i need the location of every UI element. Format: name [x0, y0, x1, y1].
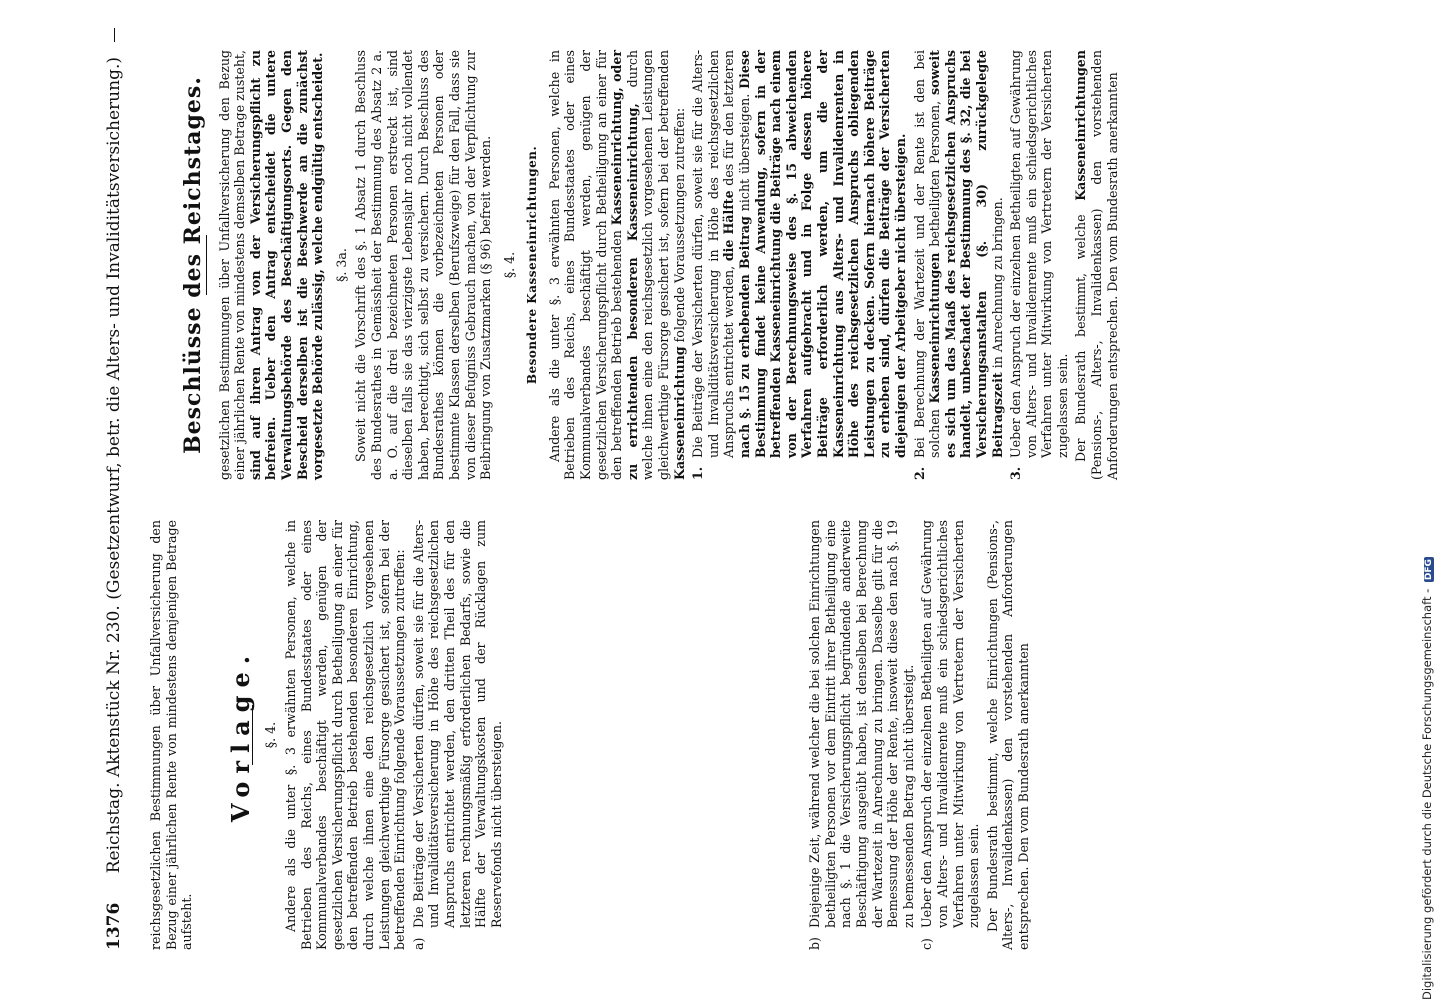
item1-bold-2: nach §. 15 zu erhebenden Beitrag	[737, 216, 752, 458]
spacer	[597, 520, 607, 950]
beschluesse-item-1	[690, 50, 908, 480]
item2-bold: Kasseneinrichtungen	[927, 252, 943, 404]
spacer	[757, 520, 767, 950]
spacer	[617, 520, 627, 950]
p5-text: Der Bundesrath bestimmt, welche	[1073, 214, 1089, 462]
item-text-a: Die Beiträge der Versicherten dürfen, soweit sie für die Alters- und Invaliditätsversicherung in Höhe des reichsgesetzlichen Anspruchs entrichtet werden, den dritten Theil des für den letzteren rechnungsmäßig erforderlichen Bedarfs, sowie die Hälfte der Verwaltungskosten und der Rücklagen zum Reservefonds nicht übersteigen.	[410, 520, 504, 928]
item-label-b: b)	[807, 937, 823, 950]
spacer	[677, 520, 687, 950]
page-content	[48, 10, 1438, 1000]
spacer	[667, 520, 677, 950]
spacer	[607, 520, 617, 950]
section-4-title: §. 4.	[501, 251, 517, 279]
item2-bold-2: soweit es sich um das Maaß des reichsgesetzlichen Anspruchs handelt, unbeschadet der Bestimmung des §. 32,	[927, 50, 974, 458]
credit-text: Digitalisierung gefördert durch die Deutsche Forschungsgemeinschaft -	[1420, 588, 1434, 1000]
item2-mid: betheiligten Personen,	[927, 100, 943, 247]
beschluesse-intro	[217, 50, 326, 480]
spacer	[527, 520, 537, 950]
section-4-subheading: Besondere Kasseneinrichtungen.	[525, 145, 540, 385]
item2-end: in Anrechnung zu bringen.	[989, 197, 1005, 369]
p4-end: durch welche ihnen eine den reichsgesetzlich vorgesehenen Leistungen gleichwerthige Fürsorge gesichert ist, sofern bei der betreffenden	[624, 50, 672, 480]
spacer	[687, 520, 697, 950]
beschluesse-paragraph-5	[1073, 50, 1120, 480]
p4-end-2: folgende Voraussetzungen zutreffen:	[671, 107, 687, 343]
item-label-a: a)	[410, 937, 426, 950]
spacer	[627, 520, 637, 950]
spacer	[717, 520, 727, 950]
vorlage-heading: Vorlage.	[225, 647, 255, 823]
vorlage-item-c	[919, 520, 981, 950]
section-3a-title: §. 3a.	[333, 248, 349, 282]
dfg-logo-icon: DFG	[1424, 559, 1434, 581]
item-label-1: 1.	[690, 466, 706, 480]
item3-text: Ueber den Anspruch der einzelnen Betheiligten auf Gewährung von Alters- und Invalidenrente muß ein schiedsgerichtliches Verfahren unter Mitwirkung von Vertretern der Versicherten zugelassen sein.	[1008, 50, 1070, 458]
p4-text: Andere als die unter §. 3 erwähnten Personen, welche in Betrieben des Reichs, eines Bundesstaates oder eines Kommunalverbandes beschäftigt werden, genügen der gesetzlichen Versicherungspflicht durch Betheiligung an einer für den betreffenden Betrieb bestehenden	[546, 50, 625, 480]
spacer	[647, 520, 657, 950]
vorlage-paragraph-2: Der Bundesrath bestimmt, welche Einrichtungen (Pensions-, Alters-, Invalidenkassen) den vorstehenden Anforderungen entsprechen. Den vom Bundesrath anerkannten	[984, 520, 1031, 950]
spacer	[777, 520, 787, 950]
intro-text: gesetzlichen Bestimmungen über Unfallversicherung den Bezug einer jährlichen Rente von mindestens demselben Betrage zusteht,	[216, 50, 248, 480]
vorlage-intro: reichsgesetzlichen Bestimmungen über Unfallversicherung den Bezug einer jährlichen Rente von mindestens demjenigen Betrage aufsteht.	[148, 520, 195, 950]
page-header	[104, 57, 134, 950]
item-label-2: 2.	[911, 466, 927, 480]
rotated-document-page	[48, 10, 1438, 1000]
item-label-3: 3.	[1008, 466, 1024, 480]
vorlage-item-a	[411, 520, 505, 950]
vorlage-item-b	[807, 520, 916, 950]
item-label-c: c)	[919, 938, 935, 950]
spacer	[517, 520, 527, 950]
p5-bold: Kasseneinrichtungen	[1073, 50, 1089, 201]
beschluesse-item-3	[1008, 50, 1070, 480]
p5-end: (Pensions-, Alters-, Invalidenkassen) den vorstehenden Anforderungen entsprechen. Den vom Bundesrath anerkannten	[1089, 50, 1120, 480]
running-title: Reichstag. Aktenstück Nr. 230. (Gesetzentwurf, betr. die Alters- und Invaliditätsversicherung.)	[104, 57, 124, 874]
p4-bold: Kasseneinrichtung, oder zu errichtenden besonderen Kasseneinrichtung,	[609, 50, 640, 480]
spacer	[697, 520, 707, 950]
intro-bold-text: sind auf ihren Antrag von der Versicherungspflicht zu befreien. Ueber den Antrag entscheidet die untere Verwaltungsbehörde des Beschäftigungsorts. Gegen den Bescheid derselben ist die Beschwerde an die zunächst vorgesetzte Behörde zulässig, welche endgültig entscheidet.	[247, 50, 326, 480]
spacer	[567, 520, 577, 950]
spacer	[657, 520, 667, 950]
spacer	[747, 520, 757, 950]
beschluesse-item-2	[912, 50, 1006, 480]
spacer	[737, 520, 747, 950]
spacer	[557, 520, 567, 950]
section-3a-paragraph: Soweit nicht die Vorschrift des §. 1 Absatz 1 durch Beschluss des Bundesrathes in Gemässheit der Bestimmung des Absatz 2 a. a. O. auf die drei bezeichneten Personen erstreckt ist, sind dieselben falls sie das vierzigste Lebensjahr noch nicht vollendet haben, berechtigt, sich selbst zu versichern. Durch Beschluss des Bundesrathes können die vorbezeichneten Personen oder bestimmte Klassen derselben (Berufszweige) für den Fall, dass sie von dieser Befugniss Gebrauch machen, von der Verpflichtung zur Beibringung von Zusatzmarken (§ 96) befreit werden.	[353, 50, 494, 480]
item1-bold-3: Diese Bestimmung findet keine Anwendung, sofern in der betreffenden Kasseneinrichtung die Beiträge nach einem von der Berechnungsweise des §. 15 abweichenden Verfahren aufgebracht und in Folge dessen höhere Beiträge erforderlich werden, um die der Kasseneinrichtung aus Alters- und Invalidenrenten in Höhe des reichsgesetzlichen Anspruchs obliegenden Leistungen zu decken. Sofern hiernach höhere Beiträge zu erheben sind, dürfen die Beiträge der Versicherten diejenigen der Arbeitgeber nicht übersteigen.	[737, 50, 908, 458]
item1-text: Die Beiträge der Versicherten dürfen, soweit sie für die Alters- und Invaliditätsversicherung in Höhe des reichsgesetzlichen Anspruchs entrichtet werden,	[690, 50, 737, 458]
section-4-paragraph	[547, 50, 687, 480]
spacer	[537, 520, 547, 950]
p4-bold-2: Kasseneinrichtung	[671, 346, 687, 480]
vorlage-paragraph-1: Andere als die unter §. 3 erwähnten Personen, welche in Betrieben des Reichs, eines Bundesstaates oder eines Kommunalverbandes beschäftigt werden, genügen der gesetzlichen Versicherungspflicht durch Betheiligung an einer für den betreffenden Betrieb bestehenden besonderen Einrichtung, durch welche ihnen eine den reichsgesetzlich vorgesehenen Leistungen gleichwerthige Fürsorge gesichert ist, sofern bei der betreffenden Einrichtung folgende Voraussetzungen zutreffen:	[282, 520, 408, 950]
spacer	[507, 520, 517, 950]
item-text-c: Ueber den Anspruch der einzelnen Betheiligten auf Gewährung von Alters- und Invalidenrente muß ein schiedsgerichtliches Verfahren unter Mitwirkung von Vertretern der Versicherten zugelassen sein.	[919, 520, 982, 928]
spacer	[727, 520, 737, 950]
digitization-credit	[1420, 559, 1436, 1000]
spacer	[707, 520, 717, 950]
item1-mid-2: nicht übersteigen.	[737, 93, 752, 212]
item1-bold: die Hälfte	[721, 190, 737, 262]
spacer	[767, 520, 777, 950]
spacer	[547, 520, 557, 950]
item-text-b: Diejenige Zeit, während welcher die bei solchen Einrichtungen betheiligten Personen vor dem Eintritt ihrer Betheiligung eine nach §. 1 die Versicherungspflicht begründende anderweite Beschäftigung ausgeübt haben, ist denselben bei Berechnung der Wartezeit in Anrechnung zu bringen. Dasselbe gilt für die Bemessung der Höhe der Rente, insoweit diese den nach §. 19 zu bemessenden Betrag nicht übersteigt.	[807, 520, 916, 928]
item1-mid: des für den letzteren	[721, 50, 737, 186]
spacer	[787, 520, 797, 950]
column-beschluesse	[148, 50, 1123, 480]
item2-bold-3: die bei Versicherungsanstalten (§. 30) zurückgelegte Beitragszeit	[958, 50, 1005, 458]
spacer	[577, 520, 587, 950]
spacer	[587, 520, 597, 950]
beschluesse-heading: Beschlüsse des Reichstages.	[180, 76, 206, 454]
header-rule	[114, 28, 115, 42]
page-number: 1376	[104, 902, 124, 950]
item2-text: Bei Berechnung der Wartezeit und der Rente ist den bei solchen	[911, 50, 943, 458]
column-vorlage	[148, 520, 1035, 950]
spacer	[797, 520, 807, 950]
section-title: §. 4.	[263, 721, 279, 749]
spacer	[637, 520, 647, 950]
